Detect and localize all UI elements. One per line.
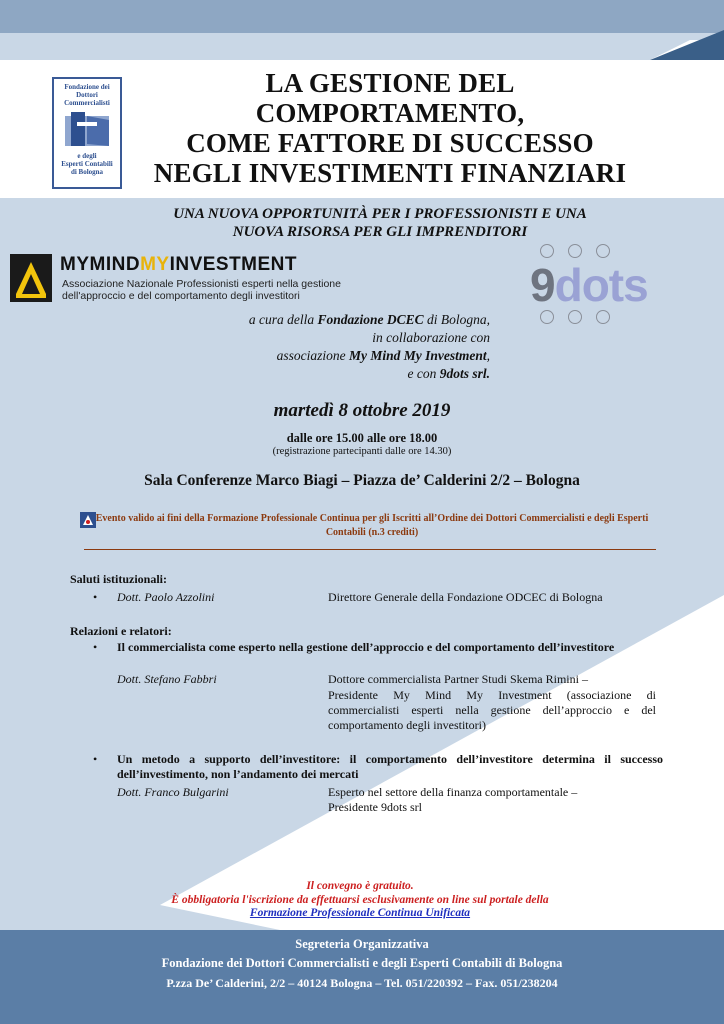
- footer-contacts: P.zza De’ Calderini, 2/2 – 40124 Bologna – Tel. 051/220392 – Fax. 051/238204: [166, 976, 558, 990]
- curated-line: [170, 311, 490, 329]
- logo-line: Dottori: [76, 91, 98, 99]
- credits-notice: [80, 512, 656, 540]
- footer-heading: Segreteria Organizzativa: [295, 937, 429, 951]
- talk-1-title: Il commercialista come esperto nella gestione dell’approccio e del comportamento dell’investitore: [117, 640, 615, 654]
- free-event-text: Il convegno è gratuito.: [306, 880, 414, 892]
- title-line: COME FATTORE DI SUCCESSO: [186, 128, 594, 158]
- dot-circle-icon: [540, 310, 554, 324]
- page-title: [120, 68, 660, 188]
- portal-link[interactable]: Formazione Professionale Continua Unificata: [249, 907, 471, 919]
- greetings-heading: Saluti istituzionali:: [70, 572, 168, 586]
- talk-2-title: Un metodo a supporto dell’investitore: il comportamento dell’investitore determina il successo dell’investimento, non l’andamento dei mercati: [117, 752, 663, 781]
- 9dots-part: 9: [530, 259, 555, 311]
- talks-heading: Relazioni e relatori:: [70, 624, 172, 638]
- event-hours: dalle ore 15.00 alle ore 18.00: [286, 431, 438, 445]
- mmi-sign-icon: [10, 254, 52, 302]
- bullet-icon: •: [93, 590, 98, 604]
- subtitle: [100, 205, 660, 241]
- event-venue: Sala Conferenze Marco Biagi – Piazza de’ Calderini 2/2 – Bologna: [144, 472, 580, 489]
- 9dots-logo: [528, 244, 668, 326]
- subtitle-line: NUOVA RISORSA PER GLI IMPRENDITORI: [232, 224, 528, 240]
- logo-line: e degli: [77, 152, 97, 160]
- curated-line: [170, 347, 490, 365]
- logo-line: Fondazione dei: [64, 83, 110, 91]
- event-date: martedì 8 ottobre 2019: [273, 400, 451, 421]
- curated-line: in collaborazione con: [372, 330, 490, 345]
- dot-circle-icon: [596, 244, 610, 258]
- mandatory-registration-text: È obbligatoria l'iscrizione da effettuarsi esclusivamente on line sul portale della: [171, 893, 549, 906]
- event-registration-time: (registrazione partecipanti dalle ore 14.30): [272, 446, 452, 457]
- logo-line: Commercialisti: [64, 99, 110, 107]
- talk-2-role-line: Esperto nel settore della finanza comportamentale –: [328, 785, 578, 799]
- credits-notice-text: Evento valido ai fini della Formazione Professionale Continua per gli Iscritti all’Ordine dei Dottori Commercialisti e degli Esperti Contabili (n.3 crediti): [95, 513, 649, 538]
- talk-1: [93, 640, 663, 655]
- curated-text: ,: [486, 348, 490, 363]
- curated-org: Fondazione DCEC: [317, 312, 424, 327]
- bullet-icon: •: [93, 640, 98, 654]
- dot-circle-icon: [596, 310, 610, 324]
- footer-org: Fondazione dei Dottori Commercialisti e degli Esperti Contabili di Bologna: [161, 956, 563, 970]
- talk-1-role-line: Presidente My Mind My Investment (associazione di commercialisti esperti nella gestione dell’approccio e del comportamento degli investitori): [328, 688, 656, 732]
- curated-text: e con: [407, 366, 440, 381]
- talk-1-speaker: Dott. Stefano Fabbri: [117, 672, 217, 686]
- title-line: LA GESTIONE DEL: [265, 68, 515, 98]
- talk-2-role-line: Presidente 9dots srl: [328, 800, 422, 814]
- curated-text: di Bologna,: [423, 312, 490, 327]
- dot-circle-icon: [540, 244, 554, 258]
- talk-2-role: [328, 785, 656, 815]
- mmi-brand-part: MYMIND: [60, 254, 141, 275]
- greetings-item: [93, 590, 663, 606]
- mmi-desc-line: Associazione Nazionale Professionisti esperti nella gestione: [62, 278, 341, 290]
- title-line: COMPORTAMENTO,: [255, 98, 525, 128]
- accreditation-icon: [80, 512, 96, 528]
- logo-line: Esperti Contabili: [61, 160, 113, 168]
- dot-circle-icon: [568, 244, 582, 258]
- curated-line: [170, 365, 490, 383]
- mmi-brand-part: INVESTMENT: [169, 254, 298, 275]
- logo-line: di Bologna: [70, 168, 104, 176]
- mmi-brand-part: MY: [140, 254, 170, 275]
- book-emblem-icon: [63, 110, 111, 150]
- curated-org: My Mind My Investment: [348, 348, 487, 363]
- greetings-role: Direttore Generale della Fondazione ODCEC di Bologna: [328, 590, 603, 604]
- subtitle-line: UNA NUOVA OPPORTUNITÀ PER I PROFESSIONISTI E UNA: [173, 206, 587, 222]
- greetings-speaker: Dott. Paolo Azzolini: [117, 590, 215, 604]
- mymindmyinvestment-logo: [10, 254, 341, 304]
- fondazione-logo: [52, 77, 122, 189]
- curated-by: [170, 311, 490, 383]
- talk-2-speaker: Dott. Franco Bulgarini: [117, 785, 229, 799]
- talk-1-role-line: Dottore commercialista Partner Studi Skema Rimini –: [328, 672, 588, 686]
- divider: [84, 549, 656, 550]
- title-line: NEGLI INVESTIMENTI FINANZIARI: [153, 158, 627, 188]
- mmi-desc-line: dell'approccio e del comportamento degli investitori: [62, 290, 300, 302]
- curated-org: 9dots srl.: [439, 366, 490, 381]
- 9dots-part: dots: [554, 259, 648, 311]
- mmi-description: [62, 278, 341, 302]
- talk-1-role: [328, 672, 656, 733]
- mmi-brand: [60, 254, 297, 276]
- curated-text: associazione: [276, 348, 349, 363]
- curated-text: a cura della: [248, 312, 318, 327]
- bullet-icon: •: [93, 752, 98, 766]
- 9dots-wordmark: [530, 260, 648, 310]
- dot-circle-icon: [568, 310, 582, 324]
- talk-2: [93, 752, 663, 782]
- registration-info: [120, 880, 600, 921]
